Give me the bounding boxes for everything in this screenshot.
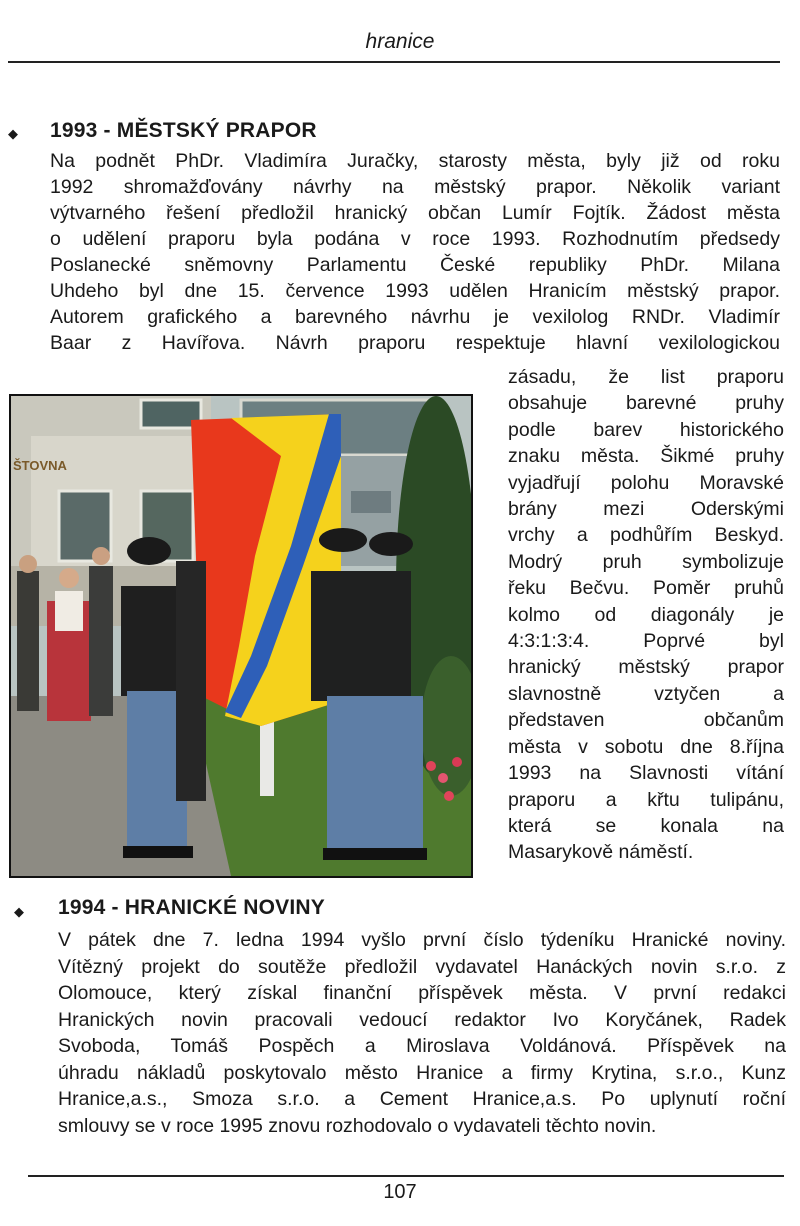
section-heading-1994: 1994 - HRANICKÉ NOVINY bbox=[58, 896, 325, 919]
flag-ceremony-photo bbox=[9, 394, 473, 878]
text-line: 1992 shromažďovány návrhy na městský prapor. Několik variant bbox=[50, 176, 780, 198]
text-line: Uhdeho byl dne 15. července 1993 udělen Hranicím městský prapor. bbox=[50, 280, 780, 302]
text-line: Hranice,a.s., Smoza s.r.o. a Cement Hranice,a.s. Po uplynutí roční bbox=[58, 1088, 786, 1110]
text-line: Autorem grafického a barevného návrhu je vexilolog RNDr. Vladimír bbox=[50, 306, 780, 328]
text-line: řeku Bečvu. Poměr pruhů bbox=[508, 577, 784, 600]
bullet-icon: ◆ bbox=[14, 904, 24, 919]
text-line: Vítězný projekt do soutěže předložil vydavatel Hanáckých novin s.r.o. z bbox=[58, 955, 786, 978]
building-sign-text: ŠTOVNA bbox=[13, 458, 67, 473]
text-line: Poslanecké sněmovny Parlamentu České republiky PhDr. Milana bbox=[50, 254, 780, 276]
text-line: Hranických novin pracovali vedoucí redaktor Ivo Koryčánek, Radek bbox=[58, 1008, 786, 1031]
text-line: Svoboda, Tomáš Pospěch a Miroslava Voldánová. Příspěvek na bbox=[58, 1035, 786, 1057]
section1-paragraph bbox=[50, 148, 780, 356]
text-line: V pátek dne 7. ledna 1994 vyšlo první číslo týdeníku Hranické noviny. bbox=[58, 929, 786, 951]
text-line: města v sobotu dne 8.října bbox=[508, 735, 784, 758]
text-line: zásadu, že list praporu bbox=[508, 366, 784, 388]
bullet-icon: ◆ bbox=[8, 126, 18, 141]
section1-side-paragraph bbox=[508, 364, 784, 866]
text-line: Olomouce, který získal finanční příspěvek města. V první redakci bbox=[58, 982, 786, 1004]
text-line: podle barev historického bbox=[508, 418, 784, 441]
page-number: 107 bbox=[383, 1181, 417, 1203]
text-line: která se konala na bbox=[508, 814, 784, 837]
text-line: výtvarného řešení předložil hranický občan Lumír Fojtík. Žádost města bbox=[50, 202, 780, 224]
text-line: znaku města. Šikmé pruhy bbox=[508, 445, 784, 468]
section2-paragraph bbox=[58, 927, 786, 1139]
text-line: hranický městský prapor bbox=[508, 656, 784, 679]
text-line: smlouvy se v roce 1995 znovu rozhodovalo o vydavateli těchto novin. bbox=[58, 1114, 657, 1137]
text-line: 4:3:1:3:4. Poprvé byl bbox=[508, 630, 784, 653]
header-rule bbox=[8, 61, 780, 63]
text-line: Baar z Havířova. Návrh praporu respektuje hlavní vexilologickou bbox=[50, 332, 780, 354]
text-line: o udělení praporu byla podána v roce 1993. Rozhodnutím předsedy bbox=[50, 228, 780, 250]
footer-rule bbox=[28, 1175, 784, 1177]
text-line: kolmo od diagonály je bbox=[508, 603, 784, 626]
text-line: Masarykově náměstí. bbox=[508, 841, 694, 864]
text-line: vyjadřují polohu Moravské bbox=[508, 471, 784, 494]
text-line: obsahuje barevné pruhy bbox=[508, 392, 784, 415]
text-line: slavnostně vztyčen a bbox=[508, 682, 784, 705]
running-header: hranice bbox=[365, 30, 435, 53]
text-line: představen občanům bbox=[508, 709, 784, 732]
text-line: brány mezi Oderskými bbox=[508, 498, 784, 521]
text-line: 1993 na Slavnosti vítání bbox=[508, 762, 784, 785]
text-line: vrchy a podhůřím Beskyd. bbox=[508, 524, 784, 547]
section-heading-1993: 1993 - MĚSTSKÝ PRAPOR bbox=[50, 119, 317, 142]
text-line: Na podnět PhDr. Vladimíra Juračky, starosty města, byly již od roku bbox=[50, 150, 780, 172]
text-line: praporu a křtu tulipánu, bbox=[508, 788, 784, 811]
text-line: Modrý pruh symbolizuje bbox=[508, 550, 784, 573]
text-line: úhradu nákladů poskytovalo město Hranice a firmy Krytina, s.r.o., Kunz bbox=[58, 1061, 786, 1084]
